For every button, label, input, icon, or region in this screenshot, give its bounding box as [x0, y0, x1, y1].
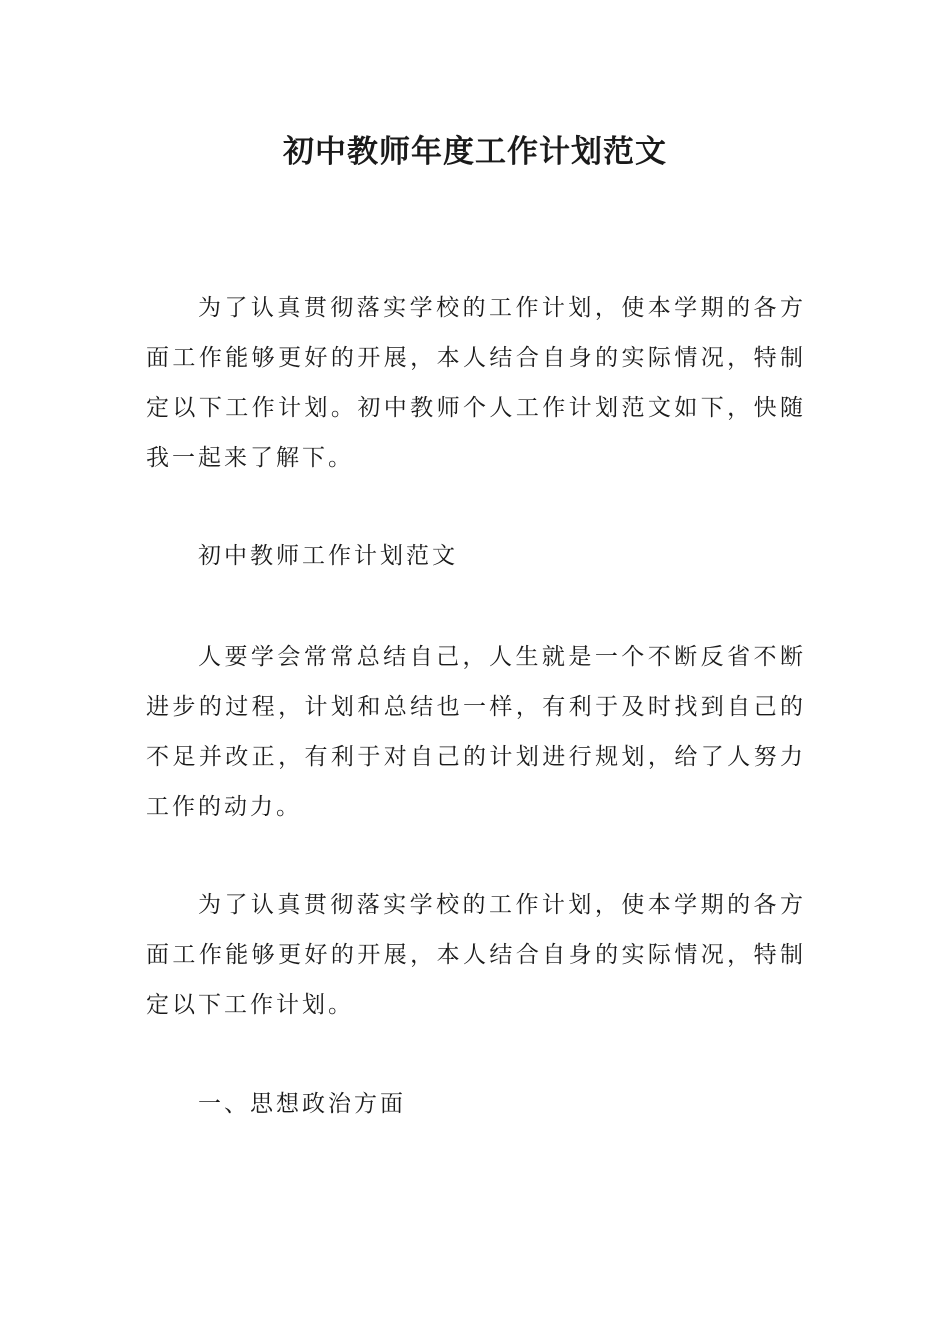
body-paragraph: 为了认真贯彻落实学校的工作计划，使本学期的各方面工作能够更好的开展，本人结合自身的实际情况，特制定以下工作计划。	[146, 892, 806, 1018]
section-heading: 一、思想政治方面	[198, 1091, 406, 1117]
subtitle-paragraph: 初中教师工作计划范文	[198, 543, 458, 569]
intro-paragraph: 为了认真贯彻落实学校的工作计划，使本学期的各方面工作能够更好的开展，本人结合自身的实际情况，特制定以下工作计划。初中教师个人工作计划范文如下，快随我一起来了解下。	[146, 295, 806, 471]
document-title: 初中教师年度工作计划范文	[283, 134, 667, 170]
body-paragraph: 人要学会常常总结自己，人生就是一个不断反省不断进步的过程，计划和总结也一样，有利于及时找到自己的不足并改正，有利于对自己的计划进行规划，给了人努力工作的动力。	[146, 644, 806, 820]
